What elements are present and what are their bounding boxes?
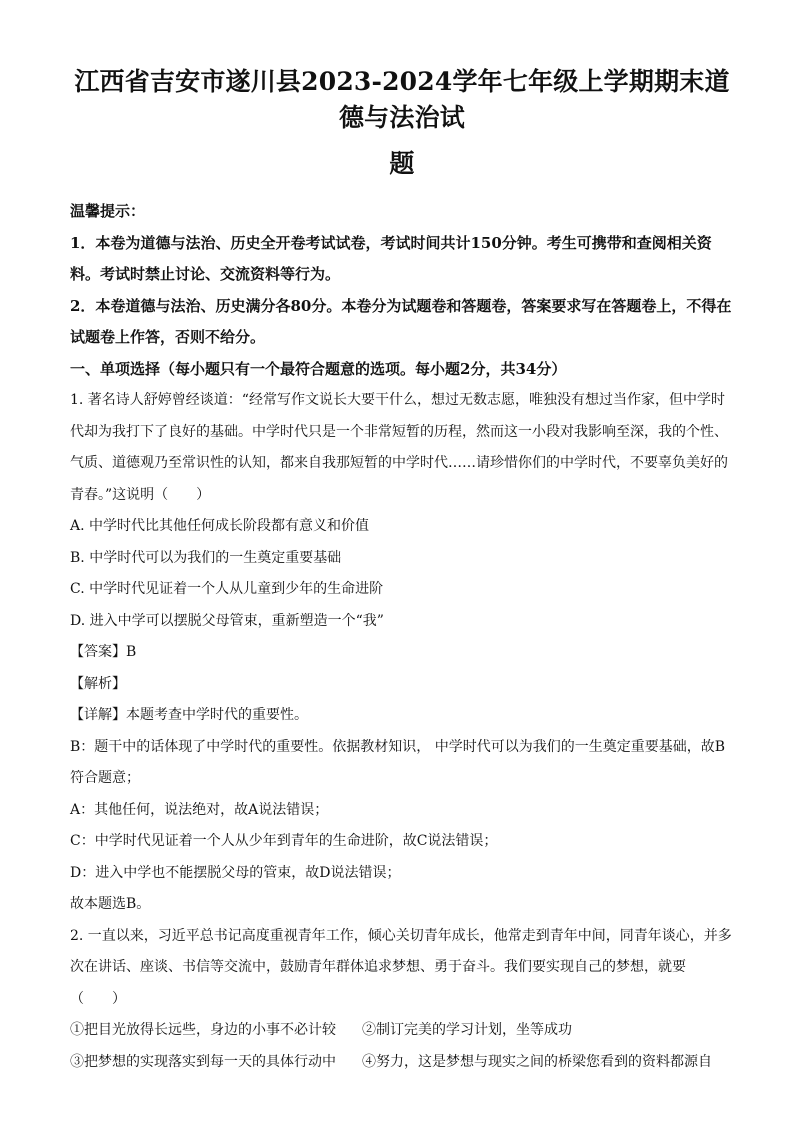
hint-item-1: 1．本卷为道德与法治、历史全开卷考试试卷，考试时间共计150分钟。考生可携带和查阅相关资料。考试时禁止讨论、交流资料等行为。 [70,233,712,283]
question-1-explanation-c: C：中学时代见证着一个人从少年到青年的生命进阶，故C说法错误； [70,833,498,849]
title-line-2: 题 [389,149,415,178]
question-2-stem: 2. 一直以来，习近平总书记高度重视青年工作，倾心关切青年成长，他常走到青年中间，同青年谈心，并多次在讲话、座谈、书信等交流中，鼓励青年群体追求梦想、勇于奋斗。我们要实现自己的梦想，就要（ ） [70,927,732,1007]
question-1-option-d: D. 进入中学可以摆脱父母管束，重新塑造一个“我” [70,612,384,629]
question-1-stem: 1. 著名诗人舒婷曾经谈道：“经常写作文说长大要干什么，想过无数志愿，唯独没有想过当作家，但中学时代却为我打下了良好的基础。中学时代只是一个非常短暂的历程，然而这一小段对我影响至深，我的个性、气质、道德观乃至常识性的认知，都来自我那短暂的中学时代……请珍惜你们的中学时代，不要辜负美好的青春。”这说明（ ） [70,392,728,503]
hint-heading: 温馨提示： [70,202,146,220]
question-1-conclusion: 故本题选B。 [70,896,151,912]
question-1-explanation-b: B：题干中的话体现了中学时代的重要性。依据教材知识， 中学时代可以为我们的一生奠定重要基础，故B符合题意； [70,738,726,786]
question-2-options-row-2 [70,1047,734,1079]
section-heading-single-choice: 一、单项选择（每小题只有一个最符合题意的选项。每小题2分，共34分） [70,359,567,378]
hint-item-2: 2．本卷道德与法治、历史满分各80分。本卷分为试题卷和答题卷，答案要求写在答题卷上，不得在试题卷上作答，否则不给分。 [70,296,732,346]
question-2-option-4: ④努力，这是梦想与现实之间的桥梁您看到的资料都源自 [362,1053,712,1070]
question-1-option-a: A. 中学时代比其他任何成长阶段都有意义和价值 [70,518,370,534]
question-1-answer: 【答案】B [70,644,137,660]
title-line-1: 江西省吉安市遂川县2023-2024学年七年级上学期期末道德与法治试 [74,67,730,132]
question-1-analysis-label: 【解析】 [70,675,126,692]
question-1-detail: 【详解】本题考查中学时代的重要性。 [70,707,308,723]
question-1-option-b: B. 中学时代可以为我们的一生奠定重要基础 [70,549,342,566]
page-title [70,64,734,182]
question-2-option-3: ③把梦想的实现落实到每一天的具体行动中 [70,1053,336,1070]
question-1-explanation-a: A：其他任何，说法绝对，故A说法错误； [70,801,329,818]
question-2 [70,921,734,1079]
question-1-option-c: C. 中学时代见证着一个人从儿童到少年的生命进阶 [70,581,384,597]
question-2-options-row-1 [70,1015,734,1047]
question-1-explanation-d: D：进入中学也不能摆脱父母的管束，故D说法错误； [70,864,401,881]
question-2-option-1: ①把目光放得长远些，身边的小事不必计较 [70,1022,336,1038]
question-1 [70,385,734,921]
question-2-option-2: ②制订完美的学习计划，坐等成功 [362,1022,572,1038]
